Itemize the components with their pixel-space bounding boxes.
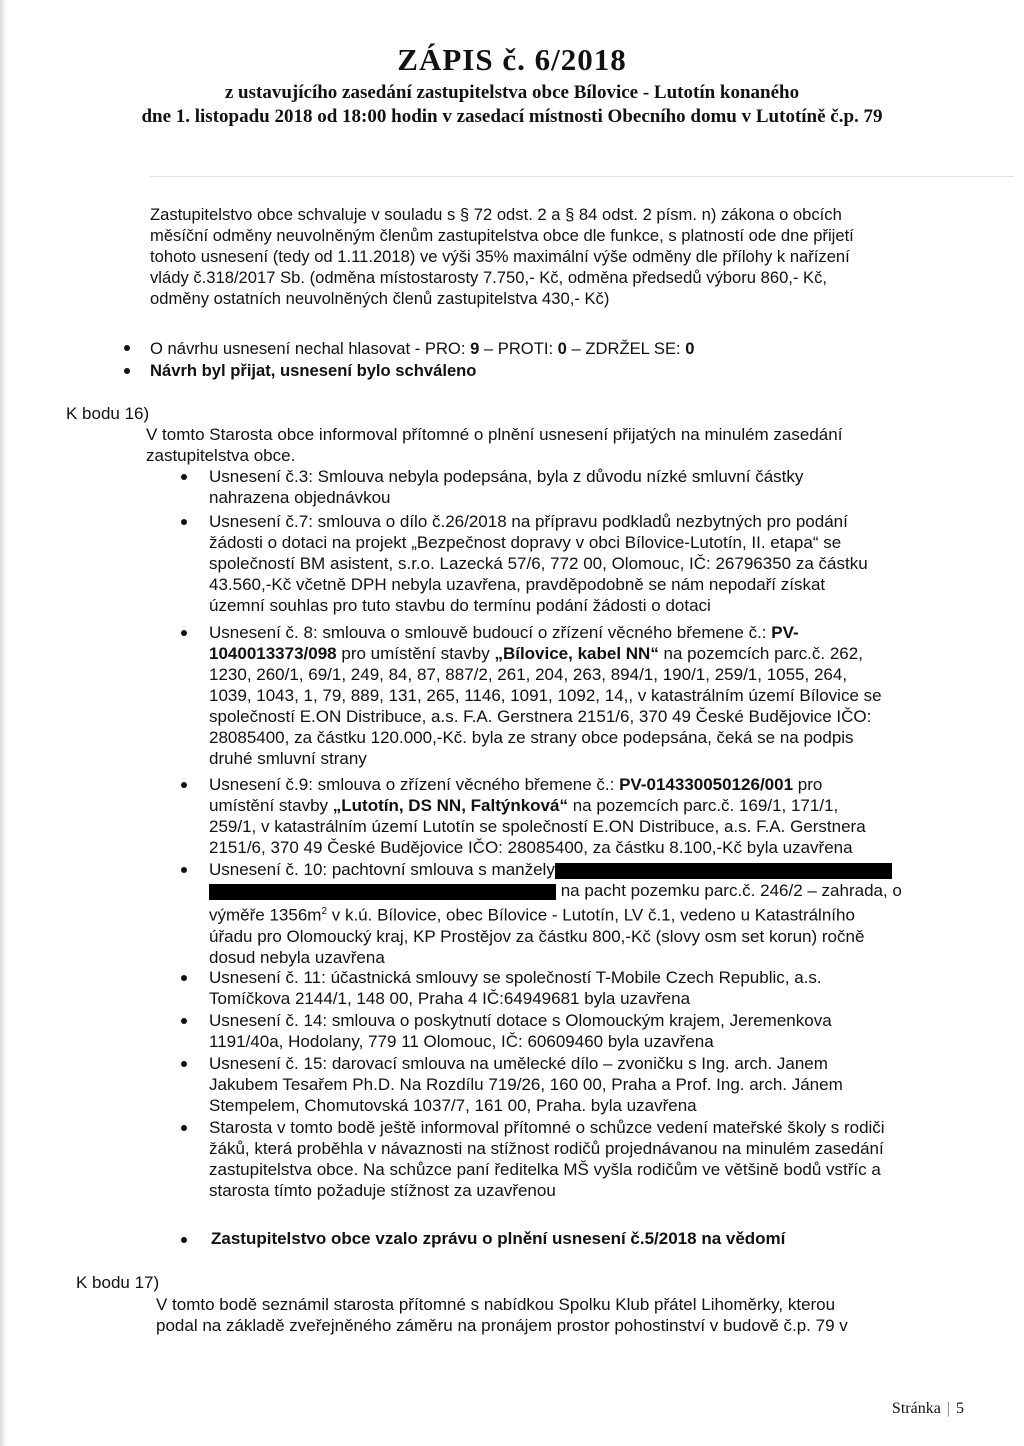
- vote-prefix: O návrhu usnesení nechal hlasovat - PRO:: [150, 339, 471, 358]
- list-item: [209, 967, 989, 1009]
- text-line: Starosta v tomto bodě ještě informoval přítomné o schůzce vedení mateřské školy s rodiči: [209, 1118, 885, 1137]
- project-name: „Bílovice, kabel NN“: [494, 644, 659, 663]
- text-line: Usnesení č.7: smlouva o dílo č.26/2018 na přípravu podkladů nezbytných pro podání: [209, 512, 848, 531]
- bullet-icon: [181, 1061, 187, 1067]
- bullet-icon: [181, 474, 187, 480]
- page-label: Stránka: [891, 1400, 941, 1417]
- text-line: 43.560,-Kč včetně DPH nebyla uzavřena, pravděpodobně se nám nepodaří získat: [209, 575, 826, 594]
- bullet-icon: [181, 1237, 187, 1243]
- vote-pro: 9: [470, 339, 480, 358]
- contract-number: 1040013373/098: [209, 644, 337, 663]
- vote-proti: 0: [557, 339, 567, 358]
- text-span: umístění stavby: [209, 796, 333, 815]
- text-span: Usnesení č. 10: pachtovní smlouva s manžely: [209, 860, 555, 879]
- section-16-intro: [146, 424, 842, 466]
- text-span: pro umístění stavby: [336, 644, 495, 663]
- redaction-bar: [555, 863, 892, 879]
- text-line: nahrazena objednávkou: [209, 488, 391, 507]
- bullet-icon: [124, 368, 130, 374]
- text-span: v k.ú. Bílovice, obec Bílovice - Lutotín, LV č.1, vedeno u Katastrálního: [327, 905, 855, 925]
- text-line: Usnesení č.3: Smlouva nebyla podepsána, byla z důvodu nízké smluvní částky: [209, 467, 804, 486]
- text-line: tohoto usnesení (tedy od 1.11.2018) ve výši 35% maximální výše odměny dle přílohy k nařízení: [150, 247, 850, 266]
- document-subtitle-1: z ustavujícího zasedání zastupitelstva obce Bílovice - Lutotín konaného: [224, 82, 800, 103]
- text-line: [209, 880, 989, 901]
- list-item: [209, 466, 989, 508]
- bullet-icon: [181, 867, 187, 873]
- bullet-icon: [181, 630, 187, 636]
- page-number: 5: [956, 1400, 964, 1417]
- text-line: žáků, která proběhla v návaznosti na stížnost rodičů projednávanou na minulém zasedání: [209, 1139, 884, 1158]
- text-line: V tomto bodě seznámil starosta přítomné s nabídkou Spolku Klub přátel Lihoměrky, kterou: [156, 1295, 836, 1314]
- footer-separator: |: [946, 1400, 950, 1417]
- vote-zdrzel: 0: [685, 339, 695, 358]
- text-line: [209, 901, 989, 926]
- text-line: [209, 859, 989, 880]
- document-subtitle-2: dne 1. listopadu 2018 od 18:00 hodin v zasedací místnosti Obecního domu v Lutotíně č.p. 79: [141, 106, 883, 127]
- document-header: [0, 42, 1024, 128]
- text-line: společností BM asistent, s.r.o. Lazecká 57/6, 772 00, Olomouc, IČ: 26796350 za částku: [209, 554, 868, 573]
- section-16-conclusion: Zastupitelstvo obce vzalo zprávu o plnění usnesení č.5/2018 na vědomí: [211, 1229, 786, 1248]
- list-item: [209, 1117, 999, 1201]
- text-line: Stempelem, Chomutovská 1037/7, 161 00, Praha. byla uzavřena: [209, 1096, 697, 1115]
- redaction-bar: [209, 884, 556, 900]
- scan-edge: [0, 0, 6, 1446]
- text-span: na pozemcích parc.č. 169/1, 171/1,: [567, 796, 839, 815]
- bullet-icon: [181, 782, 187, 788]
- text-line: druhé smluvní strany: [209, 749, 367, 768]
- vote-result: Návrh byl přijat, usnesení bylo schváleno: [150, 361, 477, 380]
- text-line: odměny ostatních neuvolněných členů zastupitelstva 430,- Kč): [150, 289, 610, 308]
- text-line: 259/1, v katastrálním území Lutotín se společností E.ON Distribuce, a.s. F.A. Gerstnera: [209, 817, 866, 836]
- section-17-text: [156, 1294, 848, 1336]
- text-line: V tomto Starosta obce informoval přítomné o plnění usnesení přijatých na minulém zasedání: [146, 425, 843, 444]
- list-item: [209, 774, 989, 858]
- text-line: měsíční odměny neuvolněným členům zastupitelstva obce dle funkce, s platností ode dne přijetí: [150, 226, 854, 245]
- project-name: „Lutotín, DS NN, Faltýnková“: [332, 796, 568, 815]
- vote-zdrzel-label: – ZDRŽEL SE:: [566, 339, 686, 358]
- text-line: 2151/6, 370 49 České Budějovice IČO: 28085400, za částku 8.100,-Kč byla uzavřena: [209, 838, 853, 857]
- text-line: územní souhlas pro tuto stavbu do termínu podání žádosti o dotaci: [209, 596, 711, 615]
- text-line: Usnesení č. 15: darovací smlouva na umělecké dílo – zvoničku s Ing. arch. Janem: [209, 1054, 828, 1073]
- text-line: [209, 774, 989, 795]
- text-line: žádosti o dotaci na projekt „Bezpečnost dopravy v obci Bílovice-Lutotín, II. etapa“ se: [209, 533, 842, 552]
- text-line: starosta tímto požaduje stížnost za uzavřenou: [209, 1181, 556, 1200]
- bullet-icon: [181, 1018, 187, 1024]
- text-line: Jakubem Tesařem Ph.D. Na Rozdílu 719/26, 160 00, Praha a Prof. Ing. arch. Jánem: [209, 1075, 843, 1094]
- vote-line: [150, 338, 694, 359]
- text-line: 1039, 1043, 1, 79, 889, 131, 265, 1146, 1091, 1092, 14,, v katastrálním území Bílovice se: [209, 686, 882, 705]
- text-line: Zastupitelstvo obce schvaluje v souladu s § 72 odst. 2 a § 84 odst. 2 písm. n) zákona o obcích: [150, 205, 842, 224]
- list-item: [209, 622, 989, 769]
- text-line: podal na základě zveřejněného záměru na pronájem prostor pohostinství v budově č.p. 79 v: [156, 1316, 848, 1335]
- section-heading-17: K bodu 17): [76, 1273, 160, 1292]
- text-line: úřadu pro Olomoucký kraj, KP Prostějov za částku 800,-Kč (slovy osm set korun) ročně: [209, 926, 865, 946]
- text-line: Tomíčkova 2144/1, 148 00, Praha 4 IČ:64949681 byla uzavřena: [209, 989, 691, 1008]
- text-line: [209, 622, 989, 643]
- text-line: [209, 795, 989, 816]
- header-divider: [150, 176, 1014, 177]
- text-line: Usnesení č. 11: účastnická smlouvy se společností T-Mobile Czech Republic, a.s.: [209, 968, 822, 987]
- superscript: 2: [321, 906, 327, 917]
- text-line: společností E.ON Distribuce, a.s. F.A. Gerstnera 2151/6, 370 49 České Budějovice IČO:: [209, 707, 872, 726]
- list-item: [209, 1010, 989, 1052]
- list-item: [209, 859, 989, 968]
- contract-number: PV-014330050126/001: [619, 775, 794, 794]
- text-span: výměře 1356m: [209, 905, 322, 925]
- text-span: Usnesení č. 8: smlouva o smlouvě budoucí o zřízení věcného břemene č.:: [209, 623, 772, 642]
- resolution-paragraph: [150, 204, 970, 309]
- page-footer: [892, 1400, 964, 1418]
- list-item: [209, 1053, 989, 1116]
- text-line: 1191/40a, Hodolany, 779 11 Olomouc, IČ: 60609460 byla uzavřena: [209, 1032, 714, 1051]
- contract-number: PV-: [771, 623, 799, 642]
- bullet-icon: [181, 1125, 187, 1131]
- text-line: Usnesení č. 14: smlouva o poskytnutí dotace s Olomouckým krajem, Jeremenkova: [209, 1011, 832, 1030]
- text-line: zastupitelstva obce.: [146, 446, 296, 465]
- bullet-icon: [181, 975, 187, 981]
- section-heading-16: K bodu 16): [66, 404, 150, 423]
- document-title: ZÁPIS č. 6/2018: [397, 42, 627, 77]
- text-line: [209, 643, 989, 664]
- list-item: [209, 511, 989, 616]
- text-span: pro: [793, 775, 823, 794]
- text-span: na pacht pozemku parc.č. 246/2 – zahrada, o: [556, 881, 902, 900]
- text-line: vlády č.318/2017 Sb. (odměna místostarosty 7.750,- Kč, odměna předsedů výboru 860,- Kč,: [150, 268, 828, 287]
- text-line: dosud nebyla uzavřena: [209, 947, 385, 967]
- bullet-icon: [181, 519, 187, 525]
- bullet-icon: [124, 345, 130, 351]
- text-line: 28085400, za částku 120.000,-Kč. byla ze strany obce podepsána, čeká se na podpis: [209, 728, 854, 747]
- text-line: 1230, 260/1, 69/1, 249, 84, 87, 887/2, 261, 204, 263, 894/1, 190/1, 259/1, 1055, 264,: [209, 665, 848, 684]
- text-span: na pozemcích parc.č. 262,: [658, 644, 863, 663]
- text-line: zastupitelstva obce. Na schůzce paní ředitelka MŠ vyšla rodičům ve většině bodů vstříc a: [209, 1160, 881, 1179]
- text-span: Usnesení č.9: smlouva o zřízení věcného břemene č.:: [209, 775, 620, 794]
- vote-proti-label: – PROTI:: [479, 339, 558, 358]
